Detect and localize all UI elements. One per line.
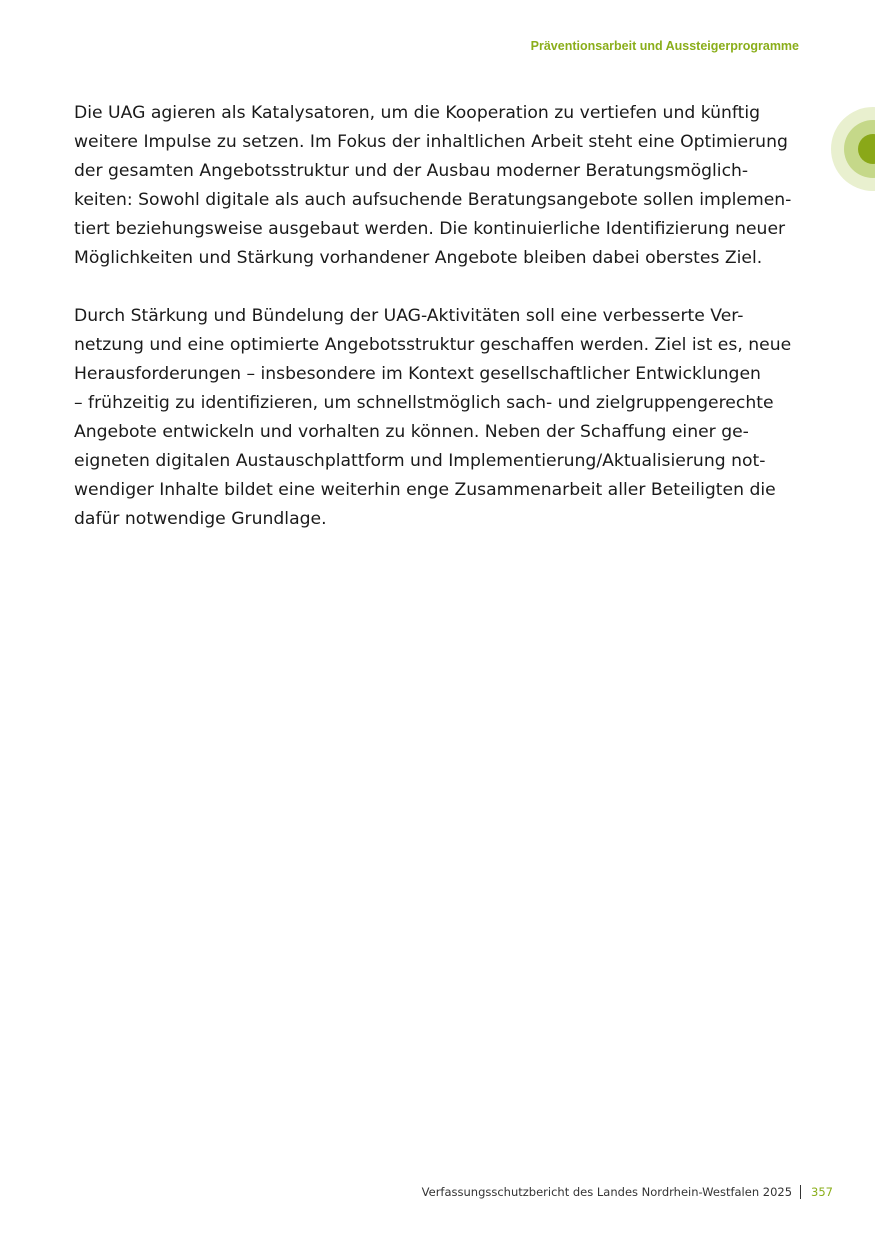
- text-line: der gesamten Angebotsstruktur und der Ausbau moderner Beratungsmöglich-: [74, 161, 749, 181]
- text-line: Herausforderungen – insbesondere im Kontext gesellschaftlicher Entwicklungen: [74, 364, 761, 384]
- body-text: [74, 99, 804, 563]
- running-header: Präventionsarbeit und Aussteigerprogramme: [530, 39, 799, 53]
- text-line: Angebote entwickeln und vorhalten zu können. Neben der Schaffung einer ge-: [74, 422, 749, 442]
- text-line: dafür notwendige Grundlage.: [74, 509, 327, 529]
- paragraph-1: [74, 99, 804, 273]
- text-line: – frühzeitig zu identifizieren, um schnellstmöglich sach- und zielgruppengerechte: [74, 393, 774, 413]
- text-line: wendiger Inhalte bildet eine weiterhin enge Zusammenarbeit aller Beteiligten die: [74, 480, 776, 500]
- text-line: netzung und eine optimierte Angebotsstruktur geschaffen werden. Ziel ist es, neue: [74, 335, 792, 355]
- publication-title: Verfassungsschutzbericht des Landes Nordrhein-Westfalen 2025: [421, 1185, 793, 1199]
- text-line: keiten: Sowohl digitale als auch aufsuchende Beratungsangebote sollen implemen-: [74, 190, 792, 210]
- page-footer: [422, 1185, 833, 1199]
- text-line: eigneten digitalen Austauschplattform und Implementierung/Aktualisierung not-: [74, 451, 766, 471]
- paragraph-2: [74, 302, 804, 534]
- page-number: 357: [811, 1185, 833, 1199]
- chapter-marker-icon: [831, 107, 875, 191]
- text-line: Die UAG agieren als Katalysatoren, um die Kooperation zu vertiefen und künftig: [74, 103, 761, 123]
- text-line: Durch Stärkung und Bündelung der UAG-Aktivitäten soll eine verbesserte Ver-: [74, 306, 744, 326]
- text-line: tiert beziehungsweise ausgebaut werden. Die kontinuierliche Identifizierung neuer: [74, 219, 786, 239]
- footer-divider: [800, 1185, 801, 1199]
- text-line: weitere Impulse zu setzen. Im Fokus der inhaltlichen Arbeit steht eine Optimierung: [74, 132, 788, 152]
- text-line: Möglichkeiten und Stärkung vorhandener Angebote bleiben dabei oberstes Ziel.: [74, 248, 763, 268]
